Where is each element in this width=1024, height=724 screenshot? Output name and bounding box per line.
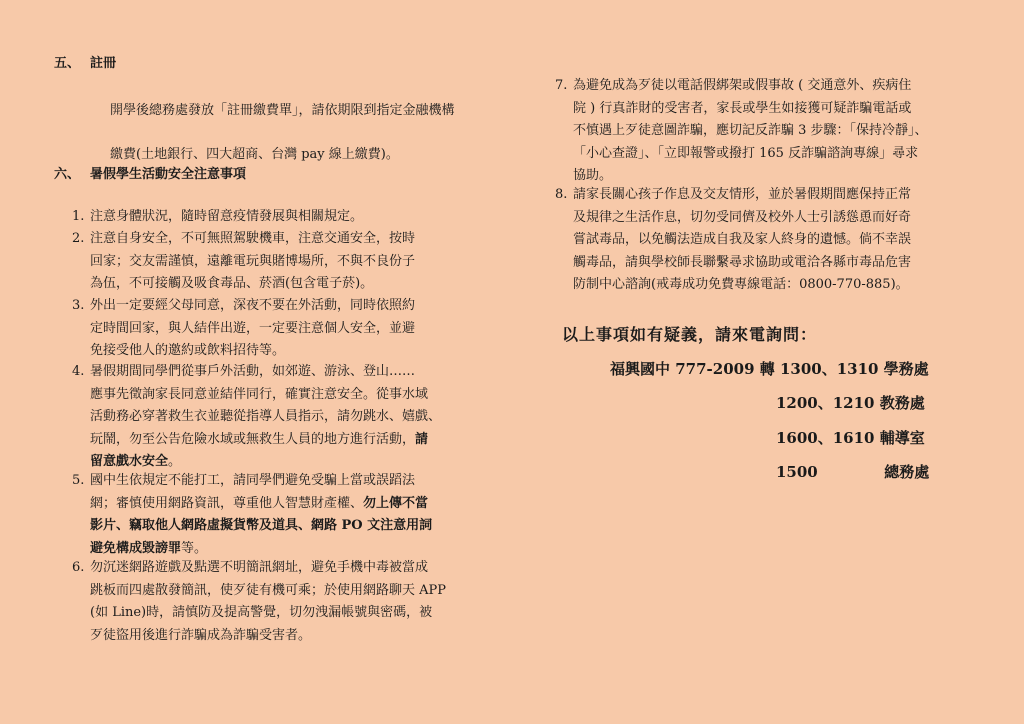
item-line: 注意自身安全，不可無照駕駛機車，注意交通安全，按時: [90, 231, 416, 246]
item-line: 嘗試毒品，以免觸法造成自我及家人終身的遺憾。倘不幸誤: [573, 232, 912, 247]
item-number: 8.: [555, 187, 568, 202]
item-number: 1.: [72, 209, 85, 224]
contact-line: 福興國中 777-2009 轉 1300、1310 學務處: [610, 360, 929, 378]
contact-line: 1600、1610 輔導室: [776, 429, 925, 447]
contact-line: [776, 461, 929, 482]
item-number: 4.: [72, 364, 85, 379]
item-line-text: 玩鬧，勿至公告危險水域或無救生人員的地方進行活動，: [90, 431, 416, 447]
item-line: 國中生依規定不能打工，請同學們避免受騙上當或誤蹈法: [90, 473, 416, 488]
item-line: 暑假期間同學們從事戶外活動，如郊遊、游泳、登山……: [90, 364, 416, 379]
item-number: 2.: [72, 231, 85, 246]
item-line: 回家；交友需謹慎，遠離電玩與賭博場所，不與不良份子: [90, 253, 416, 269]
list-item: [555, 75, 995, 188]
item-line-text: 等。: [181, 540, 208, 556]
item-line: 注意身體狀況，隨時留意疫情發展與相關規定。: [90, 209, 364, 224]
list-item: [72, 228, 512, 296]
item-line: 為伍，不可接觸及吸食毒品、菸酒(包含電子菸)。: [90, 276, 374, 291]
section-5-heading: [54, 52, 116, 71]
item-line: 活動務必穿著救生衣並聽從指導人員指示，請勿跳水、嬉戲、: [90, 409, 442, 424]
contact-extension: 1500: [776, 463, 818, 481]
item-line: (如 Line)時，請慎防及提高警覺，切勿洩漏帳號與密碼，被: [90, 605, 433, 620]
item-number: 3.: [72, 298, 85, 313]
item-line: 協助。: [573, 168, 613, 183]
item-bold-text: 留意戲水安全: [90, 454, 169, 469]
contact-office: 總務處: [884, 463, 930, 481]
item-line: 不慎遇上歹徒意圖詐騙，應切記反詐騙 3 步驟：「保持冷靜」、: [573, 123, 928, 138]
item-line: 觸毒品，請與學校師長聯繫尋求協助或電洽各縣市毒品危害: [573, 254, 912, 270]
section-5-title: 註冊: [90, 56, 117, 71]
section-6-number: 六、: [54, 167, 81, 182]
list-item: [555, 184, 995, 297]
item-number: 7.: [555, 78, 568, 93]
item-line: 跳板而四處散發簡訊，使歹徒有機可乘；於使用網路聊天 APP: [90, 582, 447, 598]
list-item: [72, 470, 522, 560]
section-5-line: 繳費(土地銀行、四大超商、台灣 pay 線上繳費)。: [110, 147, 399, 162]
item-line: 院 ) 行真詐財的受害者，家長或學生如接獲可疑詐騙電話或: [573, 100, 912, 116]
list-item: [72, 295, 512, 363]
section-5-number: 五、: [54, 56, 81, 71]
item-bold-text: 避免構成毀謗罪: [90, 540, 182, 556]
item-line: 防制中心諮詢(戒毒成功免費專線電話：0800-770-885)。: [573, 277, 909, 292]
list-item: [72, 206, 512, 229]
item-line: 請家長關心孩子作息及交友情形，並於暑假期間應保持正常: [573, 187, 912, 202]
item-line: 及規律之生活作息，切勿受同儕及校外人士引誘慫恿而好奇: [573, 209, 912, 225]
item-bold-text: 勿上傳不當: [363, 495, 429, 511]
section-6-heading: [54, 163, 246, 182]
contact-line: 1200、1210 教務處: [776, 394, 925, 412]
item-line: 外出一定要經父母同意，深夜不要在外活動，同時依照約: [90, 298, 416, 313]
item-line: [90, 429, 522, 452]
item-line: 「小心查證」、「立即報警或撥打 165 反詐騙諮詢專線」尋求: [573, 145, 919, 161]
contact-title: 以上事項如有疑義，請來電詢問：: [562, 325, 818, 344]
item-line: 影片、竊取他人網路虛擬貨幣及道具、網路 PO 文注意用詞: [90, 518, 433, 533]
item-number: 5.: [72, 473, 85, 488]
item-line: 為避免成為歹徒以電話假綁架或假事故 ( 交通意外、疾病住: [573, 78, 912, 93]
item-line-text: 。: [168, 454, 182, 469]
item-line: 定時間回家，與人結伴出遊，一定要注意個人安全，並避: [90, 320, 416, 336]
item-number: 6.: [72, 560, 85, 575]
section-6-title: 暑假學生活動安全注意事項: [90, 167, 247, 182]
item-line: 勿沉迷網路遊戲及點選不明簡訊網址，避免手機中毒被當成: [90, 560, 429, 575]
item-line-text: 網；審慎使用網路資訊，尊重他人智慧財產權、: [90, 495, 364, 511]
item-line: [90, 493, 522, 516]
item-bold-text: 請: [415, 431, 429, 447]
item-line: 歹徒盜用後進行詐騙成為詐騙受害者。: [90, 627, 312, 643]
item-line: 免接受他人的邀約或飲料招待等。: [90, 343, 286, 358]
item-line: 應事先徵詢家長同意並結伴同行，確實注意安全。從事水域: [90, 386, 429, 402]
section-5-line: 開學後總務處發放「註冊繳費單」，請依期限到指定金融機構: [110, 103, 455, 118]
list-item: [72, 557, 522, 647]
list-item: [72, 361, 522, 474]
